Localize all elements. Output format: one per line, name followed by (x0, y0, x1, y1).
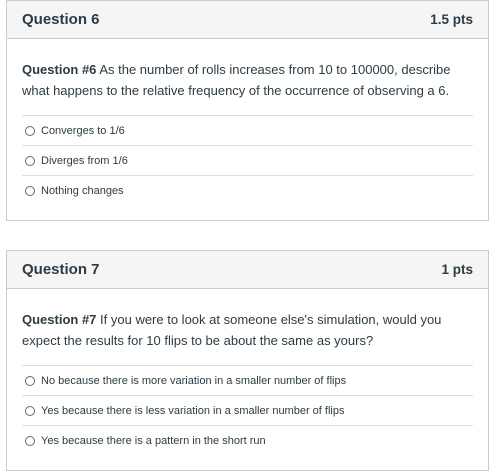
answer-label: No because there is more variation in a smaller number of flips (41, 374, 347, 387)
question-text (22, 309, 473, 351)
question-label: Question #6 (22, 62, 97, 77)
question-7-card (6, 250, 489, 471)
answer-label: Converges to 1/6 (41, 124, 125, 137)
question-body (7, 289, 488, 455)
answer-label: Yes because there is a pattern in the short run (41, 434, 266, 447)
answer-option[interactable] (22, 365, 473, 395)
question-body (7, 39, 488, 205)
question-title: Question 7 (22, 261, 100, 278)
answer-option[interactable] (22, 115, 473, 145)
answer-option[interactable] (22, 145, 473, 175)
radio-button-icon[interactable] (25, 156, 35, 166)
question-header (7, 1, 488, 39)
answer-option[interactable] (22, 395, 473, 425)
question-prompt: If you were to look at someone else's simulation, would you expect the results for 10 flips to be about the same as yours? (22, 312, 442, 348)
question-points: 1.5 pts (430, 12, 473, 27)
question-6-card (6, 0, 489, 221)
answer-label: Yes because there is less variation in a smaller number of flips (41, 404, 345, 417)
answer-label: Nothing changes (41, 184, 124, 197)
radio-button-icon[interactable] (25, 406, 35, 416)
radio-button-icon[interactable] (25, 126, 35, 136)
answer-list (22, 115, 473, 205)
answer-option[interactable] (22, 425, 473, 455)
question-header (7, 251, 488, 289)
question-title: Question 6 (22, 11, 100, 28)
question-text (22, 59, 473, 101)
radio-button-icon[interactable] (25, 376, 35, 386)
radio-button-icon[interactable] (25, 186, 35, 196)
answer-option[interactable] (22, 175, 473, 205)
radio-button-icon[interactable] (25, 436, 35, 446)
answer-label: Diverges from 1/6 (41, 154, 128, 167)
question-label: Question #7 (22, 312, 97, 327)
answer-list (22, 365, 473, 455)
question-prompt: As the number of rolls increases from 10 to 100000, describe what happens to the relative frequency of the occurrence of observing a 6. (22, 62, 451, 98)
question-points: 1 pts (441, 262, 473, 277)
